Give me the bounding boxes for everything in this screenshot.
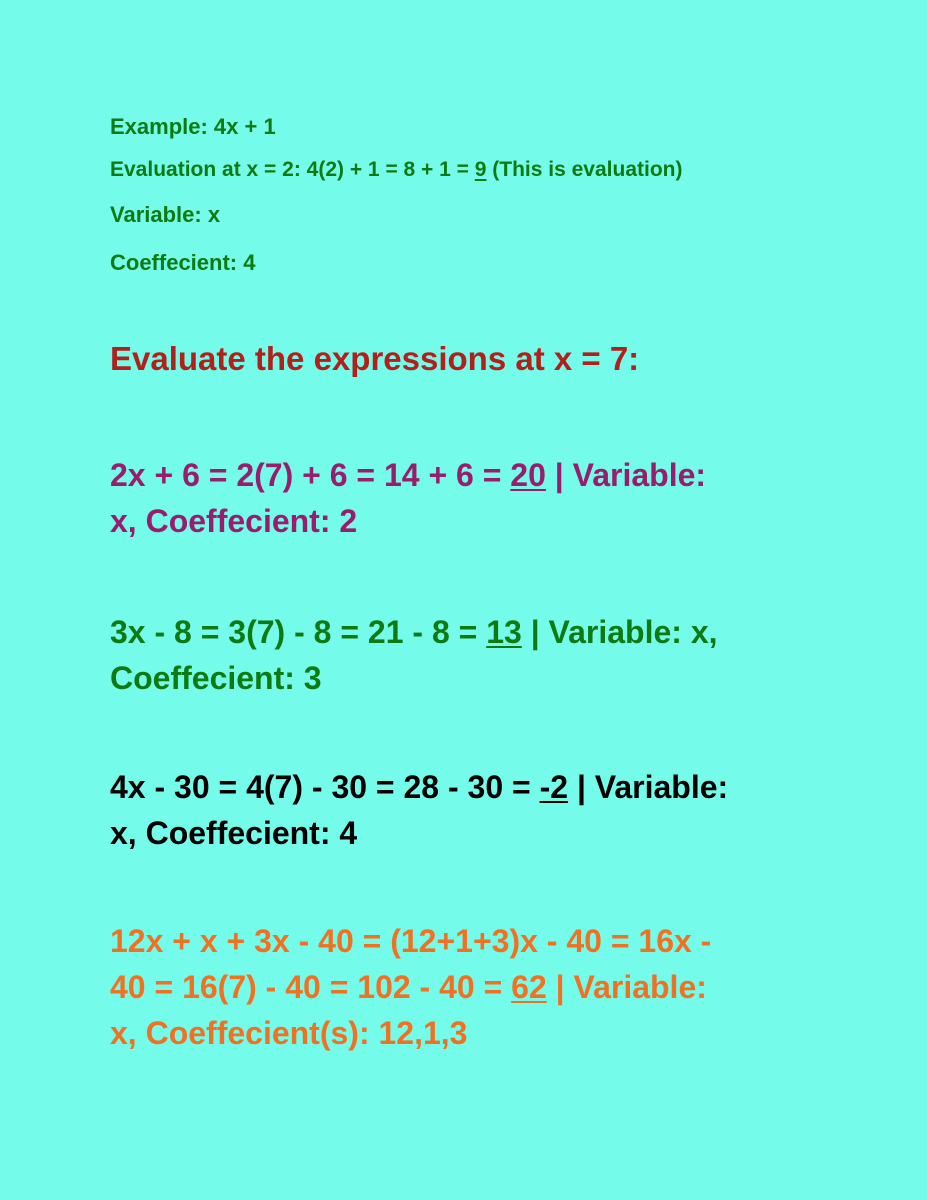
- problem-3-work: 4x - 30 = 4(7) - 30 = 28 - 30 =: [110, 769, 540, 805]
- problem-4-line-1: 12x + x + 3x - 40 = (12+1+3)x - 40 = 16x -: [110, 923, 712, 959]
- example-evaluation-prefix: Evaluation at x = 2: 4(2) + 1 = 8 + 1 =: [110, 158, 475, 181]
- problem-2-line-2: Coeffecient: 3: [110, 660, 322, 696]
- problem-1-answer: 20: [510, 457, 546, 493]
- problem-2-work: 3x - 8 = 3(7) - 8 = 21 - 8 =: [110, 614, 487, 650]
- problem-4: [110, 918, 711, 1056]
- problem-2: [110, 609, 718, 701]
- problem-1: [110, 452, 706, 544]
- example-evaluation: [110, 158, 683, 182]
- problem-3-variable-label: | Variable:: [568, 769, 729, 805]
- example-evaluation-suffix: (This is evaluation): [486, 158, 683, 181]
- example-evaluation-answer: 9: [474, 158, 487, 181]
- problem-2-line-1: [110, 609, 718, 655]
- problem-4-work: 40 = 16(7) - 40 = 102 - 40 =: [110, 969, 512, 1005]
- problem-4-answer: 62: [511, 969, 547, 1005]
- problem-3: [110, 764, 728, 856]
- page-heading: Evaluate the expressions at x = 7:: [110, 340, 640, 377]
- problem-3-line-2: x, Coeffecient: 4: [110, 815, 358, 851]
- problem-3-answer: -2: [539, 769, 569, 805]
- example-variable: Variable: x: [110, 202, 221, 227]
- example-coefficient: Coeffecient: 4: [110, 250, 256, 275]
- problem-4-variable-label: | Variable:: [546, 969, 707, 1005]
- problem-1-line-1: [110, 452, 706, 498]
- problem-4-line-2: [110, 964, 711, 1010]
- problem-4-line-3: x, Coeffecient(s): 12,1,3: [110, 1015, 468, 1051]
- problem-1-work: 2x + 6 = 2(7) + 6 = 14 + 6 =: [110, 457, 511, 493]
- problem-2-variable-label: | Variable: x,: [521, 614, 718, 650]
- problem-2-answer: 13: [486, 614, 522, 650]
- problem-1-variable-label: | Variable:: [545, 457, 707, 493]
- problem-3-line-1: [110, 764, 728, 810]
- example-expression: Example: 4x + 1: [110, 114, 276, 139]
- problem-1-line-2: x, Coeffecient: 2: [110, 503, 358, 539]
